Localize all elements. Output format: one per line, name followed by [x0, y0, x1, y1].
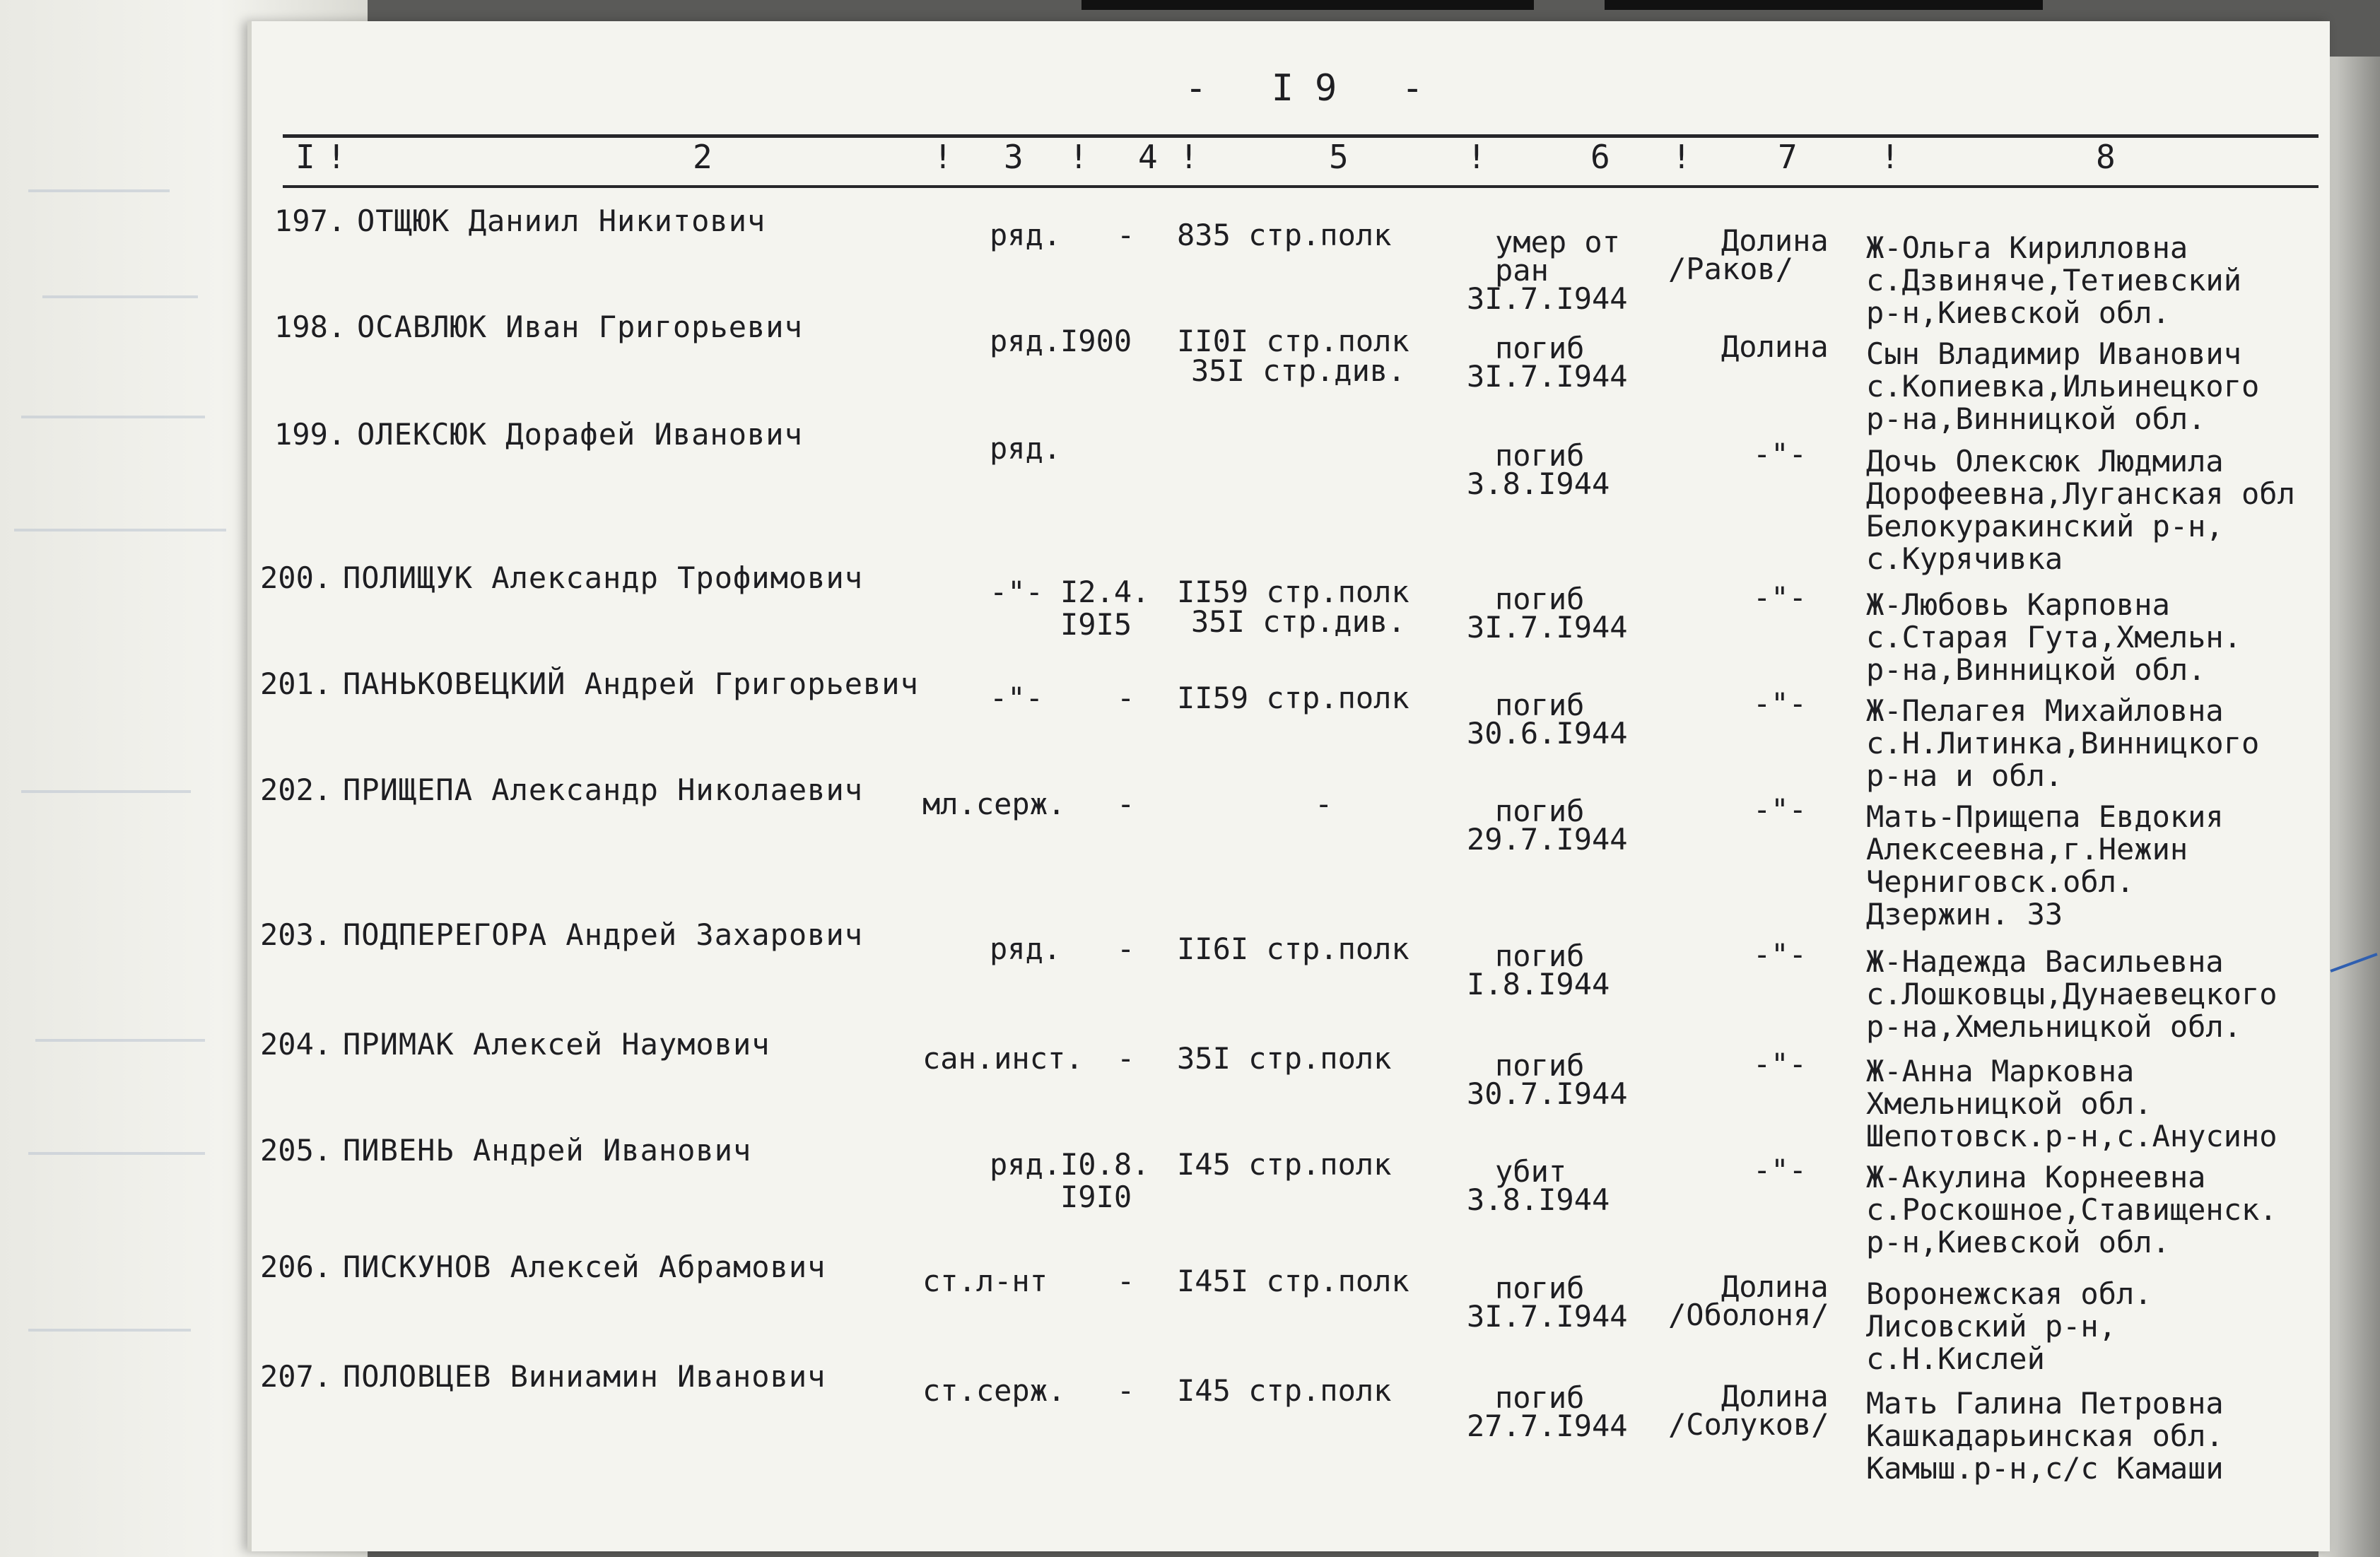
column-header-6: 6 — [1590, 138, 1610, 176]
fate: 3I.7.I944 — [1467, 610, 1628, 645]
next-of-kin: с.Н.Кислей — [1866, 1341, 2045, 1376]
person-name: ПОЛИЩУК Александр Трофимович — [343, 560, 864, 595]
record-number: 201. — [260, 666, 332, 701]
burial-place: -"- — [1753, 937, 1807, 972]
faded-text-line — [21, 790, 191, 793]
burial-place: -"- — [1753, 437, 1807, 471]
next-of-kin: Ж-Любовь Карповна — [1866, 587, 2170, 622]
column-separator: ! — [1069, 138, 1089, 176]
next-of-kin: Шепотовск.р-н,с.Анусино — [1866, 1119, 2278, 1153]
record-number: 197. — [274, 204, 346, 238]
military-unit: II0I стр.полк — [1177, 324, 1409, 358]
rank: ряд. — [990, 932, 1062, 966]
next-of-kin: р-на и обл. — [1866, 758, 2063, 793]
person-name: ПОДПЕРЕГОРА Андрей Захарович — [343, 917, 864, 952]
military-unit: I45I стр.полк — [1177, 1264, 1409, 1298]
header-bottom-rule — [283, 185, 2319, 188]
next-of-kin: р-н,Киевской обл. — [1866, 295, 2170, 330]
rank: -"- — [990, 575, 1043, 609]
military-unit: II59 стр.полк — [1177, 575, 1409, 609]
fate: погиб — [1495, 1271, 1585, 1305]
fate: погиб — [1495, 331, 1585, 365]
next-of-kin: Ж-Акулина Корнеевна — [1866, 1160, 2206, 1194]
fate: 3I.7.I944 — [1467, 359, 1628, 394]
next-of-kin: Алексеевна,г.Нежин — [1866, 832, 2188, 866]
next-of-kin: р-на,Винницкой обл. — [1866, 401, 2206, 436]
column-separator: ! — [1880, 138, 1900, 176]
birth-year: I0.8. I9I0 — [1060, 1147, 1150, 1214]
faded-text-line — [21, 416, 205, 418]
fate: ран — [1495, 253, 1549, 288]
burial-place: /Солуков/ — [1668, 1407, 1829, 1442]
next-of-kin: Лисовский р-н, — [1866, 1309, 2117, 1344]
record-number: 199. — [274, 417, 346, 452]
record-number: 207. — [260, 1359, 332, 1394]
next-of-kin: с.Лошковцы,Дунаевецкого — [1866, 977, 2278, 1011]
record-number: 203. — [260, 917, 332, 952]
military-unit: 35I стр.див. — [1191, 604, 1406, 639]
header-top-rule — [283, 134, 2319, 138]
fate: 3.8.I944 — [1467, 466, 1610, 501]
record-number: 198. — [274, 310, 346, 344]
person-name: ПИСКУНОВ Алексей Абрамович — [343, 1250, 826, 1284]
fate: убит — [1495, 1154, 1567, 1189]
faded-text-line — [28, 1152, 205, 1155]
birth-year: - — [1117, 1264, 1135, 1298]
next-of-kin: р-н,Киевской обл. — [1866, 1225, 2170, 1259]
burial-place: -"- — [1753, 1153, 1807, 1187]
column-header-3: 3 — [1004, 138, 1024, 176]
next-of-kin: с.Копиевка,Ильинецкого — [1866, 369, 2260, 404]
next-of-kin: Дорофеевна,Луганская обл — [1866, 476, 2295, 511]
person-name: ПРИМАК Алексей Наумович — [343, 1027, 770, 1062]
fate: погиб — [1495, 438, 1585, 473]
column-header-5: 5 — [1329, 138, 1349, 176]
rank: ряд. — [990, 324, 1062, 358]
fate: 3.8.I944 — [1467, 1182, 1610, 1217]
fate: погиб — [1495, 939, 1585, 973]
next-of-kin: Кашкадарьинская обл. — [1866, 1418, 2224, 1453]
faded-text-line — [28, 189, 170, 192]
next-of-kin: с.Старая Гута,Хмельн. — [1866, 620, 2242, 654]
column-header-4: 4 — [1138, 138, 1158, 176]
rank: сан.инст. — [922, 1041, 1084, 1076]
military-unit: I45 стр.полк — [1177, 1373, 1392, 1408]
military-unit: - — [1315, 787, 1333, 821]
next-of-kin: с.Роскошное,Ставищенск. — [1866, 1192, 2278, 1227]
burial-place: Долина — [1721, 1379, 1829, 1414]
person-name: ОСАВЛЮК Иван Григорьевич — [357, 310, 803, 344]
faded-text-line — [35, 1039, 205, 1042]
fate: погиб — [1495, 1380, 1585, 1415]
rank: ряд. — [990, 218, 1062, 252]
fate: 29.7.I944 — [1467, 822, 1628, 857]
military-unit: II59 стр.полк — [1177, 681, 1409, 715]
birth-year: I900 — [1060, 324, 1132, 358]
fate: погиб — [1495, 1048, 1585, 1083]
fate: 3I.7.I944 — [1467, 281, 1628, 316]
birth-year: - — [1117, 1373, 1135, 1408]
rank: ряд. — [990, 431, 1062, 466]
burial-place: -"- — [1753, 686, 1807, 721]
next-of-kin: Дзержин. 33 — [1866, 897, 2063, 932]
burial-place: Долина — [1721, 1269, 1829, 1304]
burial-place: -"- — [1753, 792, 1807, 827]
burial-place: /Оболоня/ — [1668, 1298, 1829, 1332]
military-unit: I45 стр.полк — [1177, 1147, 1392, 1182]
next-of-kin: с.Курячивка — [1866, 541, 2063, 576]
column-separator: ! — [933, 138, 953, 176]
page-number: - I9 - — [1185, 67, 1445, 110]
next-of-kin: р-на,Хмельницкой обл. — [1866, 1009, 2242, 1044]
faded-text-line — [14, 529, 226, 531]
fate: умер от — [1495, 225, 1621, 259]
rank: мл.серж. — [922, 787, 1066, 821]
column-header-8: 8 — [2096, 138, 2116, 176]
military-unit: 35I стр.див. — [1191, 353, 1406, 388]
person-name: ОЛЕКСЮК Дорафей Иванович — [357, 417, 803, 452]
next-of-kin: Сын Владимир Иванович — [1866, 336, 2242, 371]
burial-place: /Раков/ — [1668, 252, 1794, 286]
faded-text-line — [42, 295, 198, 298]
record-number: 200. — [260, 560, 332, 595]
column-separator: ! — [327, 138, 346, 176]
faded-text-line — [28, 1329, 191, 1332]
record-number: 206. — [260, 1250, 332, 1284]
birth-year: I2.4. I9I5 — [1060, 575, 1150, 642]
birth-year: - — [1117, 787, 1135, 821]
next-of-kin: Мать Галина Петровна — [1866, 1386, 2224, 1421]
top-dark-strip — [1605, 0, 2043, 10]
fate: погиб — [1495, 582, 1585, 616]
burial-place: -"- — [1753, 580, 1807, 615]
military-unit: 835 стр.полк — [1177, 218, 1392, 252]
fate: 27.7.I944 — [1467, 1409, 1628, 1443]
record-number: 205. — [260, 1133, 332, 1168]
person-name: ПАНЬКОВЕЦКИЙ Андрей Григорьевич — [343, 666, 919, 701]
next-of-kin: Черниговск.обл. — [1866, 864, 2135, 899]
fate: погиб — [1495, 794, 1585, 828]
military-unit: 35I стр.полк — [1177, 1041, 1392, 1076]
next-of-kin: Хмельницкой обл. — [1866, 1086, 2152, 1121]
next-of-kin: с.Н.Литинка,Винницкого — [1866, 726, 2260, 760]
rank: ст.серж. — [922, 1373, 1066, 1408]
top-dark-strip — [1081, 0, 1534, 10]
record-number: 204. — [260, 1027, 332, 1062]
military-unit: II6I стр.полк — [1177, 932, 1409, 966]
next-of-kin: р-на,Винницкой обл. — [1866, 652, 2206, 687]
next-of-kin: Белокуракинский р-н, — [1866, 509, 2224, 544]
person-name: ПОЛОВЦЕВ Виниамин Иванович — [343, 1359, 826, 1394]
next-of-kin: Ж-Пелагея Михайловна — [1866, 693, 2224, 728]
column-header-2: 2 — [693, 138, 713, 176]
birth-year: - — [1117, 681, 1135, 715]
person-name: ПРИЩЕПА Александр Николаевич — [343, 772, 864, 807]
next-of-kin: Воронежская обл. — [1866, 1276, 2152, 1311]
next-of-kin: Ж-Ольга Кирилловна — [1866, 230, 2188, 265]
next-of-kin: Мать-Прищепа Евдокия — [1866, 799, 2224, 834]
next-of-kin: Камыш.р-н,с/с Камаши — [1866, 1451, 2224, 1486]
rank: -"- — [990, 681, 1043, 715]
fate: I.8.I944 — [1467, 967, 1610, 1001]
rank: ряд. — [990, 1147, 1062, 1182]
fate: 30.6.I944 — [1467, 716, 1628, 751]
column-separator: ! — [1672, 138, 1692, 176]
column-separator: ! — [1467, 138, 1487, 176]
column-separator: ! — [1179, 138, 1199, 176]
person-name: ПИВЕНЬ Андрей Иванович — [343, 1133, 752, 1168]
person-name: ОТЩЮК Даниил Никитович — [357, 204, 766, 238]
next-of-kin: с.Дзвиняче,Тетиевский — [1866, 263, 2242, 298]
burial-place: Долина — [1721, 329, 1829, 364]
fate: погиб — [1495, 688, 1585, 722]
fate: 3I.7.I944 — [1467, 1299, 1628, 1334]
birth-year: - — [1117, 218, 1135, 252]
birth-year: - — [1117, 932, 1135, 966]
fate: 30.7.I944 — [1467, 1076, 1628, 1111]
next-of-kin: Дочь Олексюк Людмила — [1866, 444, 2224, 478]
next-of-kin: Ж-Надежда Васильевна — [1866, 944, 2224, 979]
burial-place: Долина — [1721, 223, 1829, 258]
column-header-7: 7 — [1778, 138, 1798, 176]
birth-year: - — [1117, 1041, 1135, 1076]
next-of-kin: Ж-Анна Марковна — [1866, 1054, 2135, 1088]
rank: ст.л-нт — [922, 1264, 1048, 1298]
burial-place: -"- — [1753, 1047, 1807, 1081]
record-number: 202. — [260, 772, 332, 807]
column-header-1: I — [295, 138, 315, 176]
